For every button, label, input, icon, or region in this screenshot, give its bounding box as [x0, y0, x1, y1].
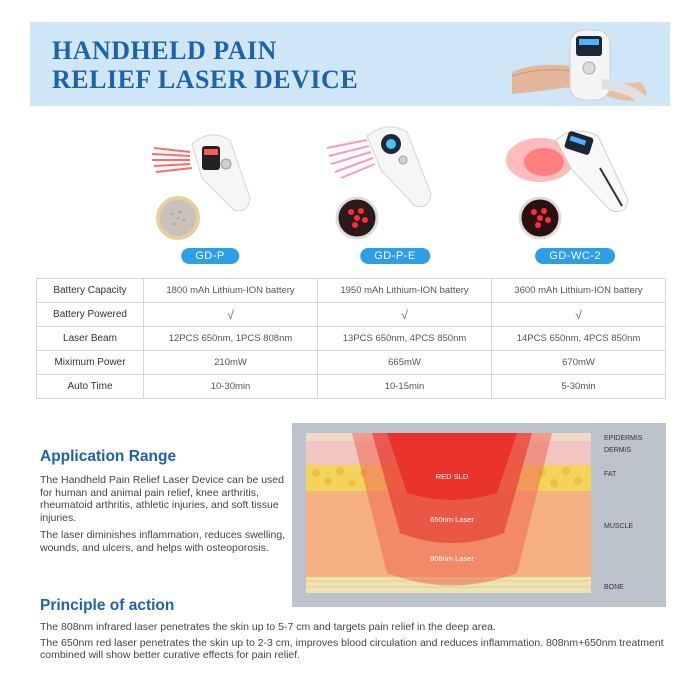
table-cell: 12PCS 650nm, 1PCS 808nm — [144, 327, 318, 351]
application-section — [40, 448, 290, 554]
check-mark: √ — [144, 303, 318, 327]
table-row — [37, 375, 666, 399]
beam-label-650nm: 650nm Laser — [430, 515, 474, 524]
table-cell: 3600 mAh Lithium-ION battery — [492, 279, 666, 303]
layer-label-muscle: MUSCLE — [604, 523, 634, 530]
table-cell: 10-30min — [144, 375, 318, 399]
table-row — [37, 327, 666, 351]
device-gd-wc-2-image — [500, 118, 670, 246]
penetration-diagram — [292, 423, 666, 607]
check-mark: √ — [492, 303, 666, 327]
table-cell: 1800 mAh Lithium-ION battery — [144, 279, 318, 303]
table-row — [37, 279, 666, 303]
table-row — [37, 303, 666, 327]
skin-layer-diagram — [292, 423, 666, 607]
table-cell: 665mW — [318, 351, 492, 375]
application-paragraph-1: The Handheld Pain Relief Laser Device can be used for human and animal pain relief, knee arthritis, rheumatoid arthritis, athletic injuries, and soft tissue injuries. — [40, 474, 284, 524]
page-title — [52, 36, 358, 94]
row-label: Battery Powered — [37, 303, 144, 327]
application-paragraph-2: The laser diminishes inflammation, reduces swelling, wounds, and ulcers, and helps with osteoporosis. — [40, 529, 286, 554]
row-label: Battery Capacity — [37, 279, 144, 303]
device-gd-p-image — [130, 118, 290, 246]
title-line-1: HANDHELD PAIN — [52, 36, 277, 65]
row-label: Auto Time — [37, 375, 144, 399]
product-gd-wc-2 — [500, 118, 660, 268]
beam-label-red-sld: RED SLD — [435, 472, 469, 481]
table-row — [37, 351, 666, 375]
table-cell: 5-30min — [492, 375, 666, 399]
beam-red-sld — [387, 433, 517, 500]
layer-label-bone: BONE — [604, 584, 624, 591]
check-mark: √ — [318, 303, 492, 327]
wrist-device-photo — [512, 24, 662, 106]
header-banner — [30, 22, 670, 106]
model-badge-gd-wc-2: GD-WC-2 — [535, 248, 615, 264]
table-cell: 1950 mAh Lithium-ION battery — [318, 279, 492, 303]
row-label: Laser Beam — [37, 327, 144, 351]
principle-paragraph-2: The 650nm red laser penetrates the skin up to 2-3 cm, improves blood circulation and reduces inflammation. 808nm+650nm treatment combined will show better curative effects for pain relief. — [40, 636, 664, 661]
layer-label-epidermis: EPIDERMIS — [604, 435, 643, 442]
table-cell: 10-15min — [318, 375, 492, 399]
application-heading: Application Range — [40, 448, 177, 465]
model-badge-gd-p: GD-P — [181, 248, 239, 264]
spec-table — [36, 278, 666, 399]
product-gd-p — [130, 118, 290, 268]
principle-heading: Principle of action — [40, 597, 175, 614]
product-gd-p-e — [315, 118, 475, 268]
beam-label-808nm: 808nm Laser — [430, 554, 474, 563]
table-cell: 13PCS 650nm, 4PCS 850nm — [318, 327, 492, 351]
table-cell: 670mW — [492, 351, 666, 375]
layer-label-dermis: DERMIS — [604, 447, 632, 454]
title-line-2: RELIEF LASER DEVICE — [52, 65, 359, 94]
model-badge-gd-p-e: GD-P-E — [360, 248, 430, 264]
table-cell: 14PCS 650nm, 4PCS 850nm — [492, 327, 666, 351]
device-gd-p-e-image — [315, 118, 475, 246]
principle-section — [40, 597, 670, 662]
principle-paragraph-1: The 808nm infrared laser penetrates the skin up to 5-7 cm and targets pain relief in the deep area. — [40, 621, 496, 633]
row-label: Miximum Power — [37, 351, 144, 375]
product-lineup — [130, 118, 670, 268]
table-cell: 210mW — [144, 351, 318, 375]
layer-label-fat: FAT — [604, 471, 617, 478]
